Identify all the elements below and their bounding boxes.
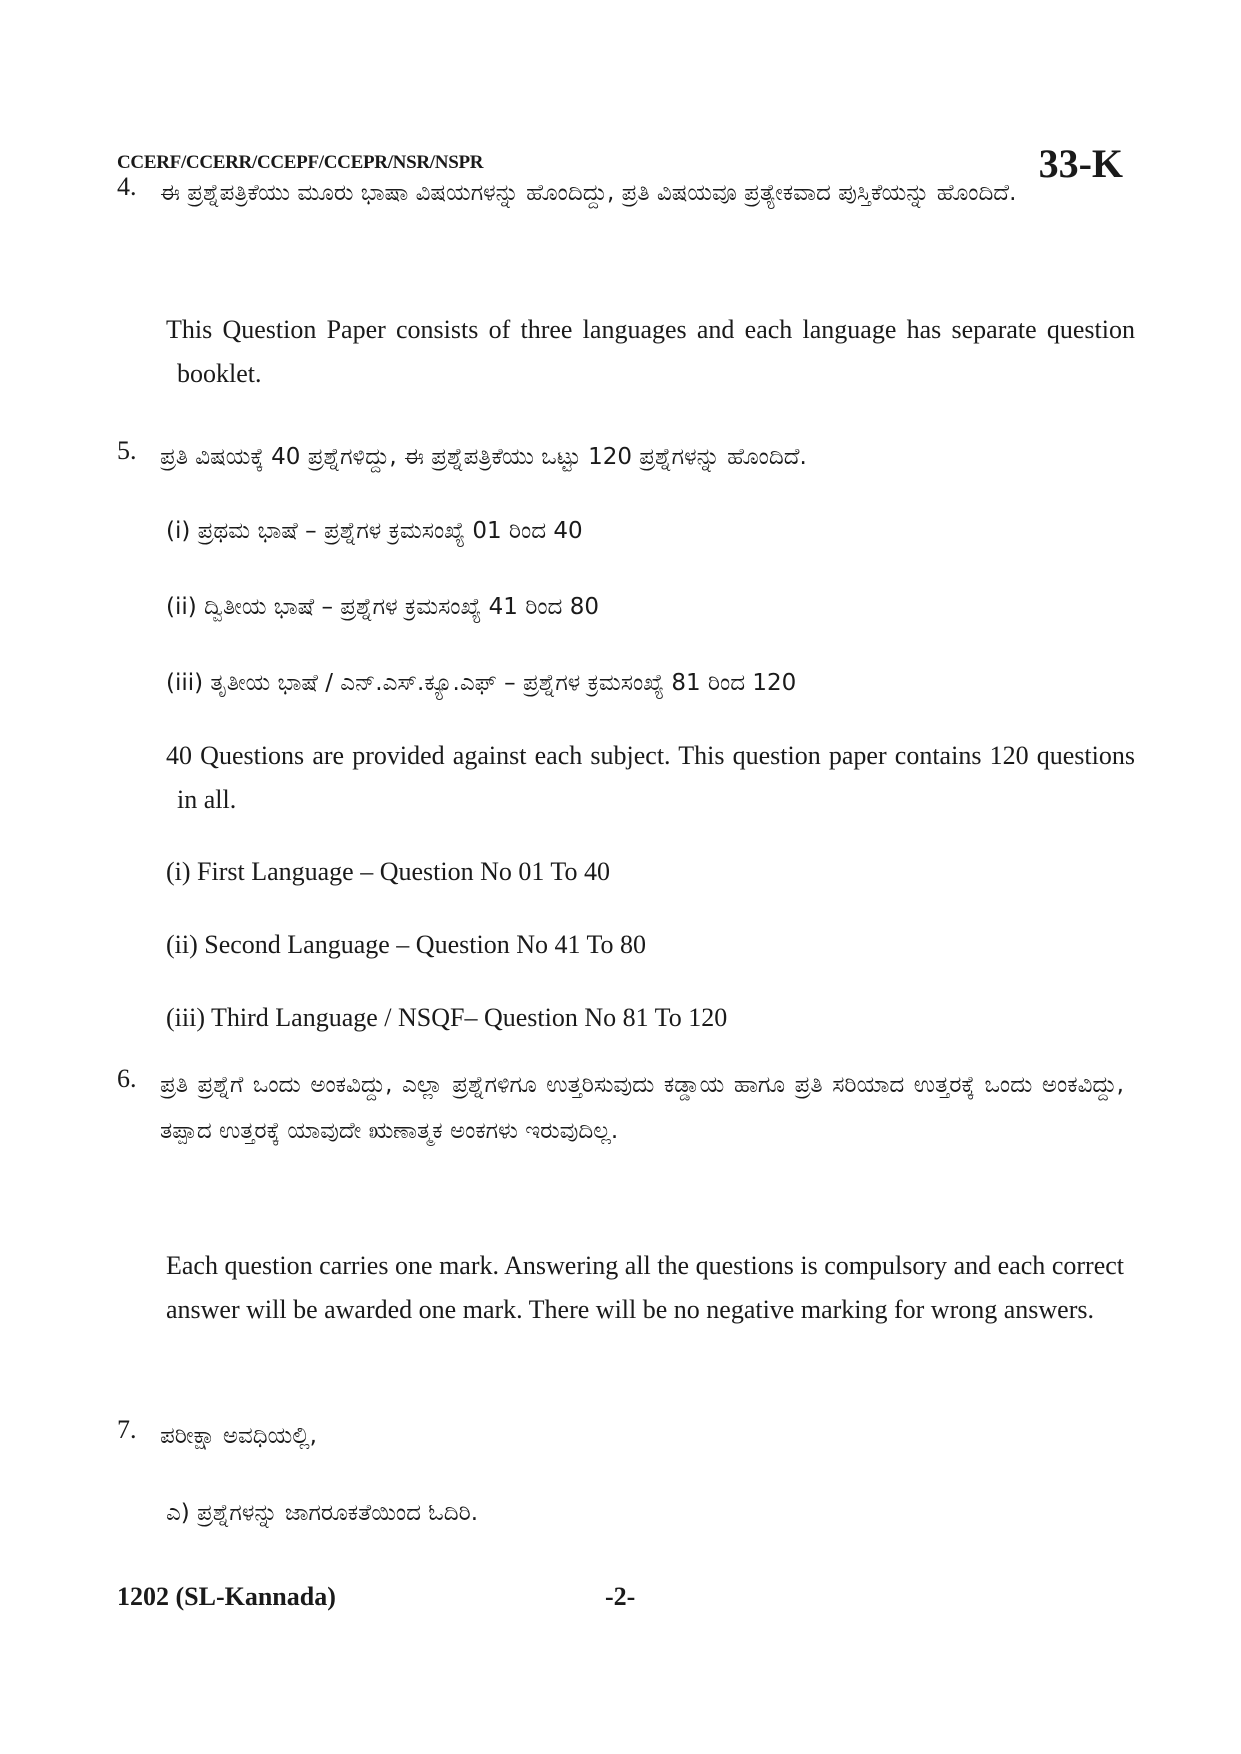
item-6-english: Each question carries one mark. Answering all the questions is compulsory and each correct answer will be awarded one mark. There will be no negative marking for wrong answers. — [166, 1251, 1124, 1324]
item-5-kannada-sub-3: (iii) ತೃತೀಯ ಭಾಷೆ / ಎನ್.ಎಸ್.ಕ್ಯೂ.ಎಫ್ – ಪ್ರಶ್ನೆಗಳ ಕ್ರಮಸಂಖ್ಯೆ 81 ರಿಂದ 120 — [166, 670, 797, 696]
item-5-kannada-sub-2: (ii) ದ್ವಿತೀಯ ಭಾಷೆ – ಪ್ರಶ್ನೆಗಳ ಕ್ರಮಸಂಖ್ಯೆ 41 ರಿಂದ 80 — [166, 594, 599, 620]
item-5-english-sub-3: (iii) Third Language / NSQF– Question No 81 To 120 — [166, 1003, 728, 1032]
item-4-english: This Question Paper consists of three languages and each language has separate question booklet. — [166, 315, 1135, 388]
item-5-kannada-sub-1: (i) ಪ್ರಥಮ ಭಾಷೆ – ಪ್ರಶ್ನೆಗಳ ಕ್ರಮಸಂಖ್ಯೆ 01 ರಿಂದ 40 — [166, 518, 583, 544]
item-5-english-sub-2: (ii) Second Language – Question No 41 To 80 — [166, 930, 647, 959]
item-6-kannada: ಪ್ರತಿ ಪ್ರಶ್ನೆಗೆ ಒಂದು ಅಂಕವಿದ್ದು, ಎಲ್ಲಾ ಪ್ರಶ್ನೆಗಳಿಗೂ ಉತ್ತರಿಸುವುದು ಕಡ್ಡಾಯ ಹಾಗೂ ಪ್ರತಿ ಸರಿಯಾದ ಉತ್ತರಕ್ಕೆ ಒಂದು ಅಂಕವಿದ್ದು, ತಪ್ಪಾದ ಉತ್ತರಕ್ಕೆ ಯಾವುದೇ ಋಣಾತ್ಮಕ ಅಂಕಗಳು ಇರುವುದಿಲ್ಲ. — [160, 1072, 1124, 1144]
footer-code: 1202 (SL-Kannada) — [117, 1582, 336, 1611]
item-5-number: 5. — [117, 436, 137, 465]
item-4-number: 4. — [117, 172, 137, 201]
header-page-code: 33-K — [1038, 141, 1123, 186]
item-5-kannada: ಪ್ರತಿ ವಿಷಯಕ್ಕೆ 40 ಪ್ರಶ್ನೆಗಳಿದ್ದು, ಈ ಪ್ರಶ್ನೆಪತ್ರಿಕೆಯು ಒಟ್ಟು 120 ಪ್ರಶ್ನೆಗಳನ್ನು ಹೊಂದಿದೆ. — [160, 444, 807, 470]
item-7-number: 7. — [117, 1415, 137, 1444]
header-code: CCERF/CCERR/CCEPF/CCEPR/NSR/NSPR — [117, 152, 484, 173]
item-6-number: 6. — [117, 1064, 137, 1093]
item-7-kannada-sub-a: ಎ) ಪ್ರಶ್ನೆಗಳನ್ನು ಜಾಗರೂಕತೆಯಿಂದ ಓದಿರಿ. — [166, 1500, 479, 1526]
item-5-english-sub-1: (i) First Language – Question No 01 To 40 — [166, 857, 610, 886]
item-4-kannada: ಈ ಪ್ರಶ್ನೆಪತ್ರಿಕೆಯು ಮೂರು ಭಾಷಾ ವಿಷಯಗಳನ್ನು ಹೊಂದಿದ್ದು, ಪ್ರತಿ ವಿಷಯವೂ ಪ್ರತ್ಯೇಕವಾದ ಪುಸ್ತಿಕೆಯನ್ನು ಹೊಂದಿದೆ. — [160, 180, 1017, 206]
footer-page-number: -2- — [605, 1582, 636, 1611]
item-5-english: 40 Questions are provided against each subject. This question paper contains 120 questions in all. — [166, 741, 1135, 814]
item-7-kannada: ಪರೀಕ್ಷಾ ಅವಧಿಯಲ್ಲಿ, — [160, 1423, 317, 1449]
